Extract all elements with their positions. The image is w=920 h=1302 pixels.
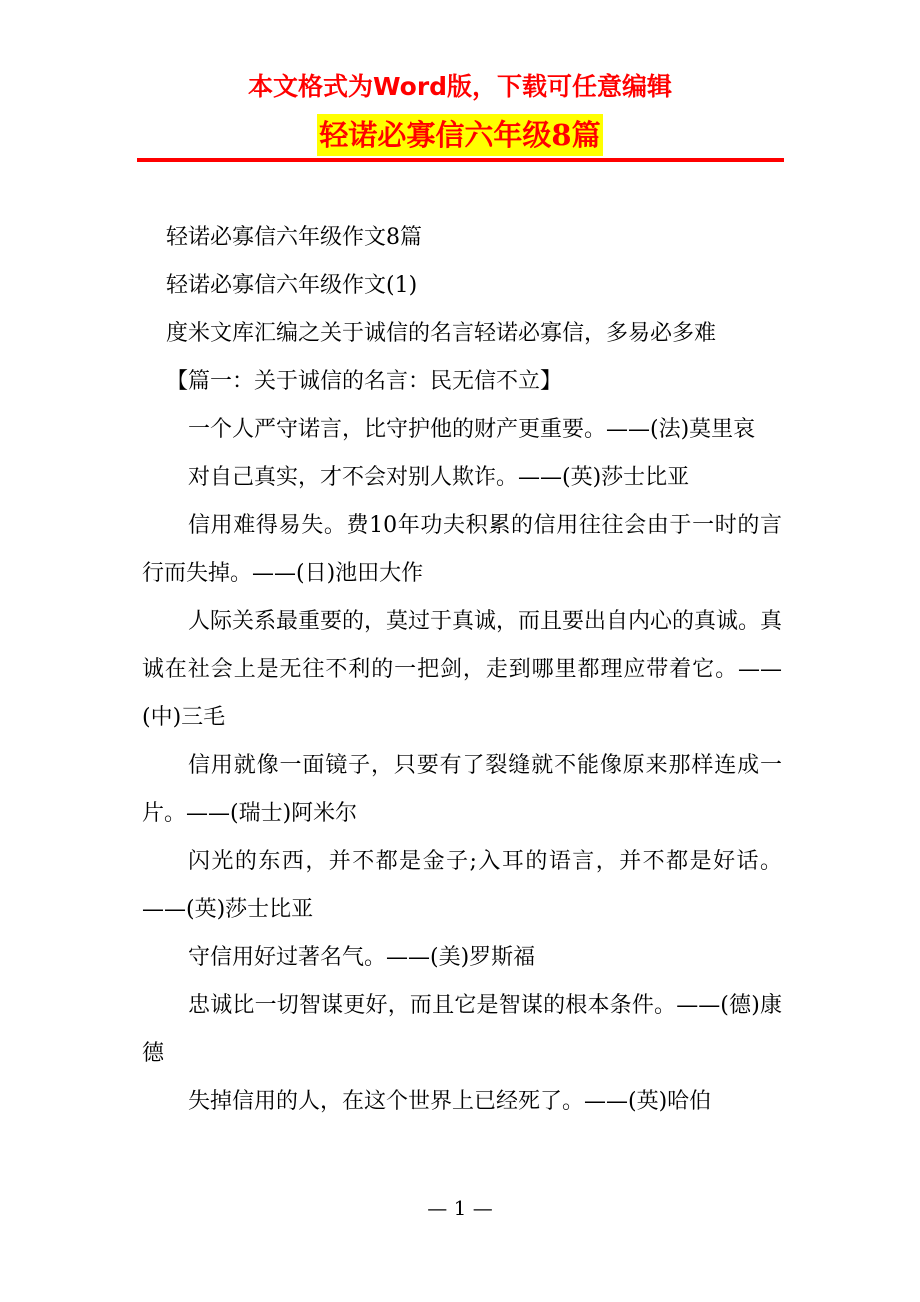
paragraph-section-heading: 轻诺必寡信六年级作文(1) [166,273,418,298]
quote-paragraph: 信用难得易失。费10年功夫积累的信用往往会由于一时的言行而失掉。——(日)池田大作 [142,513,782,586]
quote-paragraph: 失掉信用的人，在这个世界上已经死了。——(英)哈伯 [188,1089,712,1114]
paragraph-chapter-heading: 【篇一：关于诚信的名言：民无信不立】 [166,369,563,394]
format-notice-banner: 本文格式为Word版，下载可任意编辑 [247,72,673,101]
quote-paragraph: 守信用好过著名气。——(美)罗斯福 [188,945,536,970]
quote-paragraph: 闪光的东西，并不都是金子;入耳的语言，并不都是好话。——(英)莎士比亚 [142,849,782,922]
quote-paragraph: 忠诚比一切智谋更好，而且它是智谋的根本条件。——(德)康德 [142,993,782,1066]
title-divider [137,158,784,162]
quote-paragraph: 人际关系最重要的，莫过于真诚，而且要出自内心的真诚。真诚在社会上是无往不利的一把剑，走到哪里都理应带着它。——(中)三毛 [142,609,783,730]
document-body [142,214,782,1126]
title-container [0,114,920,156]
quote-paragraph: 信用就像一面镜子，只要有了裂缝就不能像原来那样连成一片。——(瑞士)阿米尔 [142,753,782,826]
quote-paragraph: 对自己真实，才不会对别人欺诈。——(英)莎士比亚 [188,465,690,490]
paragraph-intro: 度米文库汇编之关于诚信的名言轻诺必寡信，多易必多难 [166,321,717,346]
paragraph-doc-heading: 轻诺必寡信六年级作文8篇 [166,225,422,250]
document-title: 轻诺必寡信六年级8篇 [317,114,602,156]
page-number: — 1 — [427,1196,493,1220]
quote-paragraph: 一个人严守诺言，比守护他的财产更重要。——(法)莫里哀 [188,417,756,442]
